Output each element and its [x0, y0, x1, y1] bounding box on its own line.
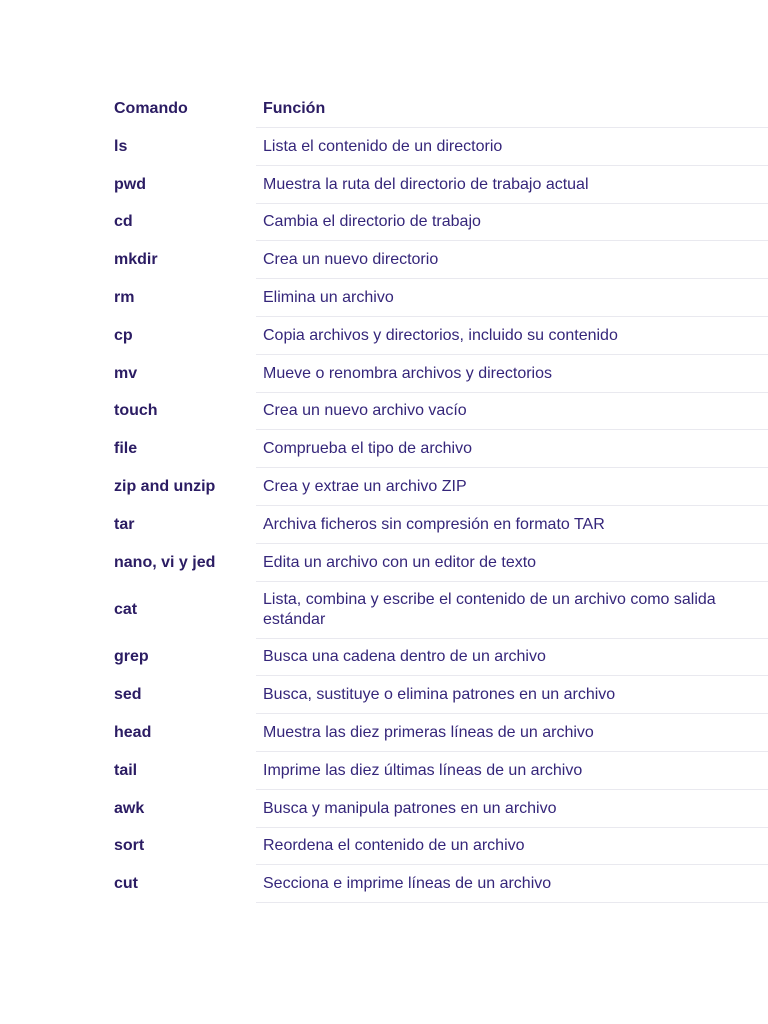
function-cell: Crea y extrae un archivo ZIP [263, 478, 467, 496]
command-cell: awk [114, 799, 145, 817]
function-cell: Archiva ficheros sin compresión en formato TAR [263, 515, 605, 533]
command-cell: cat [114, 601, 138, 619]
command-cell: mkdir [114, 251, 158, 269]
table-row [107, 204, 768, 242]
function-cell: Cambia el directorio de trabajo [263, 213, 481, 231]
command-cell: rm [114, 289, 135, 307]
function-cell: Lista, combina y escribe el contenido de un archivo como salida estándar [263, 591, 716, 629]
function-cell: Copia archivos y directorios, incluido su contenido [263, 326, 618, 344]
table-row [107, 468, 768, 506]
table-row [107, 790, 768, 828]
table-row [107, 828, 768, 866]
command-cell: ls [114, 137, 128, 155]
table-row [107, 676, 768, 714]
table-row [107, 317, 768, 355]
command-cell: head [114, 724, 152, 742]
function-cell: Imprime las diez últimas líneas de un archivo [263, 761, 583, 779]
table-row [107, 241, 768, 279]
table-row [107, 714, 768, 752]
function-cell: Crea un nuevo archivo vacío [263, 402, 467, 420]
table-row [107, 582, 768, 639]
function-cell: Crea un nuevo directorio [263, 251, 439, 269]
table-row [107, 166, 768, 204]
table-row [107, 128, 768, 166]
function-cell: Elimina un archivo [263, 289, 394, 307]
command-cell: tar [114, 515, 135, 533]
function-cell: Reordena el contenido de un archivo [263, 837, 525, 855]
function-cell: Busca, sustituye o elimina patrones en un archivo [263, 686, 616, 704]
command-cell: cp [114, 326, 133, 344]
commands-table [107, 90, 768, 903]
function-cell: Lista el contenido de un directorio [263, 137, 503, 155]
function-cell: Comprueba el tipo de archivo [263, 440, 473, 458]
function-cell: Secciona e imprime líneas de un archivo [263, 875, 552, 893]
command-cell: cd [114, 213, 133, 231]
table-row [107, 430, 768, 468]
command-cell: nano, vi y jed [114, 553, 216, 571]
column-header-command: Comando [114, 100, 188, 117]
column-header-function: Función [263, 100, 326, 117]
table-row [107, 355, 768, 393]
table-row [107, 865, 768, 903]
command-cell: touch [114, 402, 158, 420]
table-row [107, 544, 768, 582]
command-cell: tail [114, 761, 138, 779]
command-cell: sort [114, 837, 145, 855]
command-cell: cut [114, 875, 138, 893]
command-cell: pwd [114, 175, 146, 193]
table-row [107, 506, 768, 544]
command-cell: file [114, 440, 138, 458]
function-cell: Mueve o renombra archivos y directorios [263, 364, 553, 382]
table-header-row [107, 90, 768, 128]
command-cell: zip and unzip [114, 478, 216, 496]
table-row [107, 393, 768, 431]
command-cell: grep [114, 648, 149, 666]
function-cell: Edita un archivo con un editor de texto [263, 553, 537, 571]
table-row [107, 279, 768, 317]
command-cell: mv [114, 364, 138, 382]
table-row [107, 752, 768, 790]
command-cell: sed [114, 686, 142, 704]
table-row [107, 639, 768, 677]
function-cell: Muestra la ruta del directorio de trabajo actual [263, 175, 589, 193]
function-cell: Muestra las diez primeras líneas de un archivo [263, 724, 594, 742]
function-cell: Busca una cadena dentro de un archivo [263, 648, 546, 666]
function-cell: Busca y manipula patrones en un archivo [263, 799, 557, 817]
